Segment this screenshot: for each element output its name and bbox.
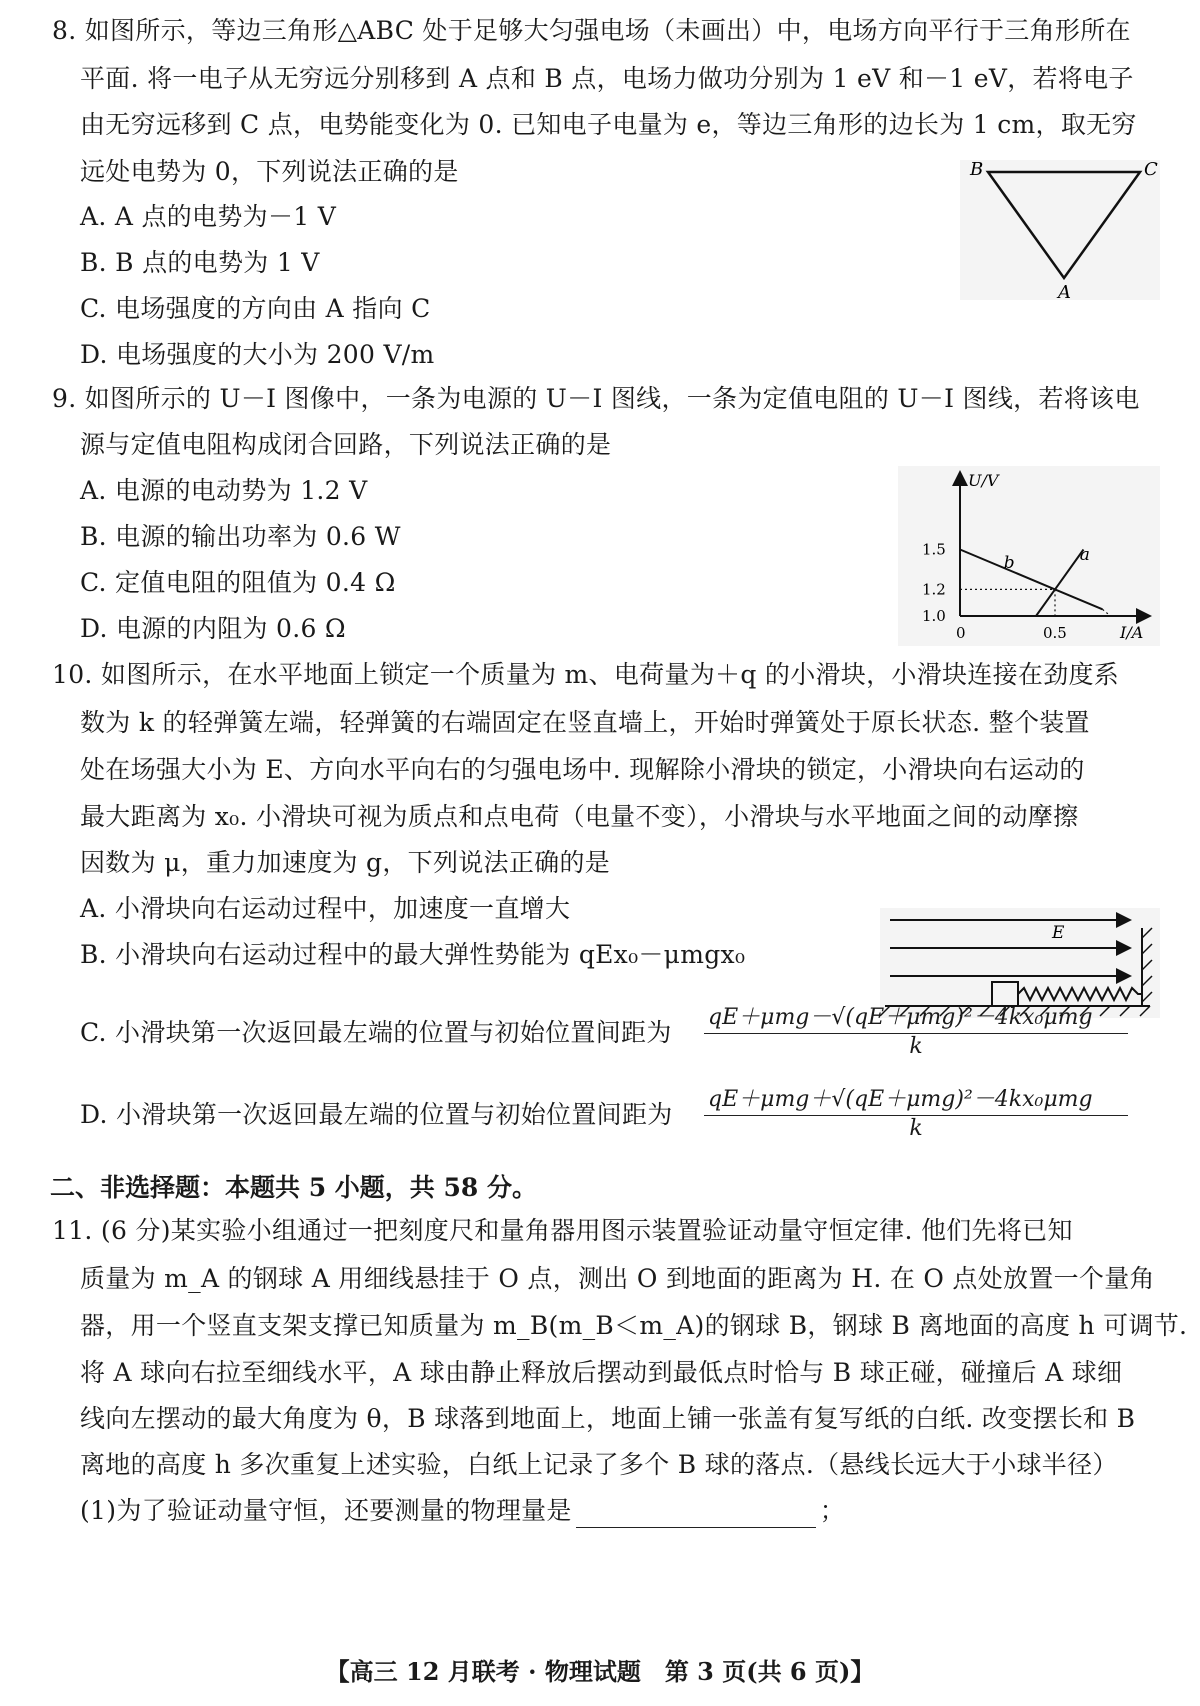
- answer-blank[interactable]: [576, 1501, 816, 1528]
- label-c: C: [1144, 160, 1158, 180]
- y-tick-label: 1.5: [922, 540, 946, 559]
- q11-line-5: 线向左摆动的最大角度为 θ，B 球落到地面上，地面上铺一张盖有复写纸的白纸. 改变摆长和 B: [80, 1404, 1136, 1433]
- q10-option-c: C. 小滑块第一次返回最左端的位置与初始位置间距为: [80, 1018, 672, 1047]
- triangle-figure: [960, 160, 1160, 300]
- q8-option-c: C. 电场强度的方向由 A 指向 C: [80, 294, 431, 323]
- q11-line-1: 11. (6 分)某实验小组通过一把刻度尺和量角器用图示装置验证动量守恒定律. 他们先将已知: [52, 1216, 1073, 1245]
- formula-c-denominator: k: [909, 1034, 923, 1059]
- q11-sub-1: [80, 1494, 845, 1528]
- q10-option-d: D. 小滑块第一次返回最左端的位置与初始位置间距为: [80, 1100, 673, 1129]
- q11-sub-1-end: ；: [819, 1496, 846, 1525]
- q10-line-3: 处在场强大小为 E、方向水平向右的匀强电场中. 现解除小滑块的锁定，小滑块向右运动的: [80, 755, 1085, 784]
- label-b: B: [970, 160, 984, 180]
- q9-line-1: 9. 如图所示的 U－I 图像中，一条为电源的 U－I 图线，一条为定值电阻的 U－I 图线，若将该电: [52, 384, 1140, 413]
- section-heading: 二、非选择题：本题共 5 小题，共 58 分。: [50, 1173, 538, 1202]
- q8-line-4: 远处电势为 0，下列说法正确的是: [80, 157, 459, 186]
- x-tick-label: 0: [956, 624, 966, 642]
- q8-option-b: B. B 点的电势为 1 V: [80, 248, 320, 277]
- q11-line-2: 质量为 m_A 的钢球 A 用细线悬挂于 O 点，测出 O 到地面的距离为 H. 在 O 点处放置一个量角: [80, 1264, 1155, 1293]
- q8-line-1: 8. 如图所示，等边三角形△ABC 处于足够大匀强电场（未画出）中，电场方向平行于三角形所在: [52, 16, 1131, 45]
- q11-line-3: 器，用一个竖直支架支撑已知质量为 m_B(m_B＜m_A)的钢球 B，钢球 B 离地面的高度 h 可调节.: [80, 1311, 1188, 1340]
- label-a: A: [1058, 282, 1071, 300]
- q9-option-a: A. 电源的电动势为 1.2 V: [80, 476, 368, 505]
- y-tick-label: 1.2: [922, 580, 946, 599]
- ui-graph: [898, 466, 1160, 646]
- q11-line-4: 将 A 球向右拉至细线水平，A 球由静止释放后摆动到最低点时恰与 B 球正碰，碰撞后 A 球细: [80, 1358, 1123, 1387]
- field-label-e: E: [1052, 923, 1065, 943]
- q11-sub-1-text: (1)为了验证动量守恒，还要测量的物理量是: [80, 1496, 572, 1525]
- q10-line-1: 10. 如图所示，在水平地面上锁定一个质量为 m、电荷量为＋q 的小滑块，小滑块连接在劲度系: [52, 660, 1120, 689]
- q9-option-b: B. 电源的输出功率为 0.6 W: [80, 522, 401, 551]
- q10-option-a: A. 小滑块向右运动过程中，加速度一直增大: [80, 894, 571, 923]
- series-label-b: b: [1003, 553, 1015, 574]
- formula-d-numerator: qE＋μmg＋√(qE＋μmg)²－4kx₀μmg: [704, 1082, 1128, 1116]
- q9-option-d: D. 电源的内阻为 0.6 Ω: [80, 614, 346, 643]
- q10-line-4: 最大距离为 x₀. 小滑块可视为质点和点电荷（电量不变），小滑块与水平地面之间的动摩擦: [80, 802, 1079, 831]
- formula-d-denominator: k: [909, 1116, 923, 1141]
- q10-line-2: 数为 k 的轻弹簧左端，轻弹簧的右端固定在竖直墙上，开始时弹簧处于原长状态. 整个装置: [80, 708, 1090, 737]
- formula-c-numerator: qE＋μmg－√(qE＋μmg)²－4kx₀μmg: [704, 1000, 1128, 1034]
- q8-option-a: A. A 点的电势为－1 V: [80, 202, 337, 231]
- q9-line-2: 源与定值电阻构成闭合回路，下列说法正确的是: [80, 430, 612, 459]
- page-footer: 【高三 12 月联考 · 物理试题 第 3 页(共 6 页)】: [325, 1657, 875, 1686]
- y-axis-label: U/V: [968, 471, 999, 490]
- q9-option-c: C. 定值电阻的阻值为 0.4 Ω: [80, 568, 396, 597]
- q8-line-2: 平面. 将一电子从无穷远分别移到 A 点和 B 点，电场力做功分别为 1 eV 和－1 eV，若将电子: [80, 64, 1134, 93]
- q11-line-6: 离地的高度 h 多次重复上述实验，白纸上记录了多个 B 球的落点.（悬线长远大于小球半径）: [80, 1450, 1118, 1479]
- y-tick-label: 1.0: [922, 607, 946, 625]
- q10-line-5: 因数为 μ，重力加速度为 g，下列说法正确的是: [80, 848, 611, 877]
- q8-option-d: D. 电场强度的大小为 200 V/m: [80, 340, 435, 369]
- q10-option-b: B. 小滑块向右运动过程中的最大弹性势能为 qEx₀－μmgx₀: [80, 940, 746, 969]
- x-tick-label: 0.5: [1043, 624, 1067, 642]
- x-axis-label: I/A: [1120, 623, 1144, 642]
- series-label-a: a: [1079, 545, 1090, 566]
- q8-line-3: 由无穷远移到 C 点，电势能变化为 0. 已知电子电量为 e，等边三角形的边长为 1 cm，取无穷: [80, 110, 1137, 139]
